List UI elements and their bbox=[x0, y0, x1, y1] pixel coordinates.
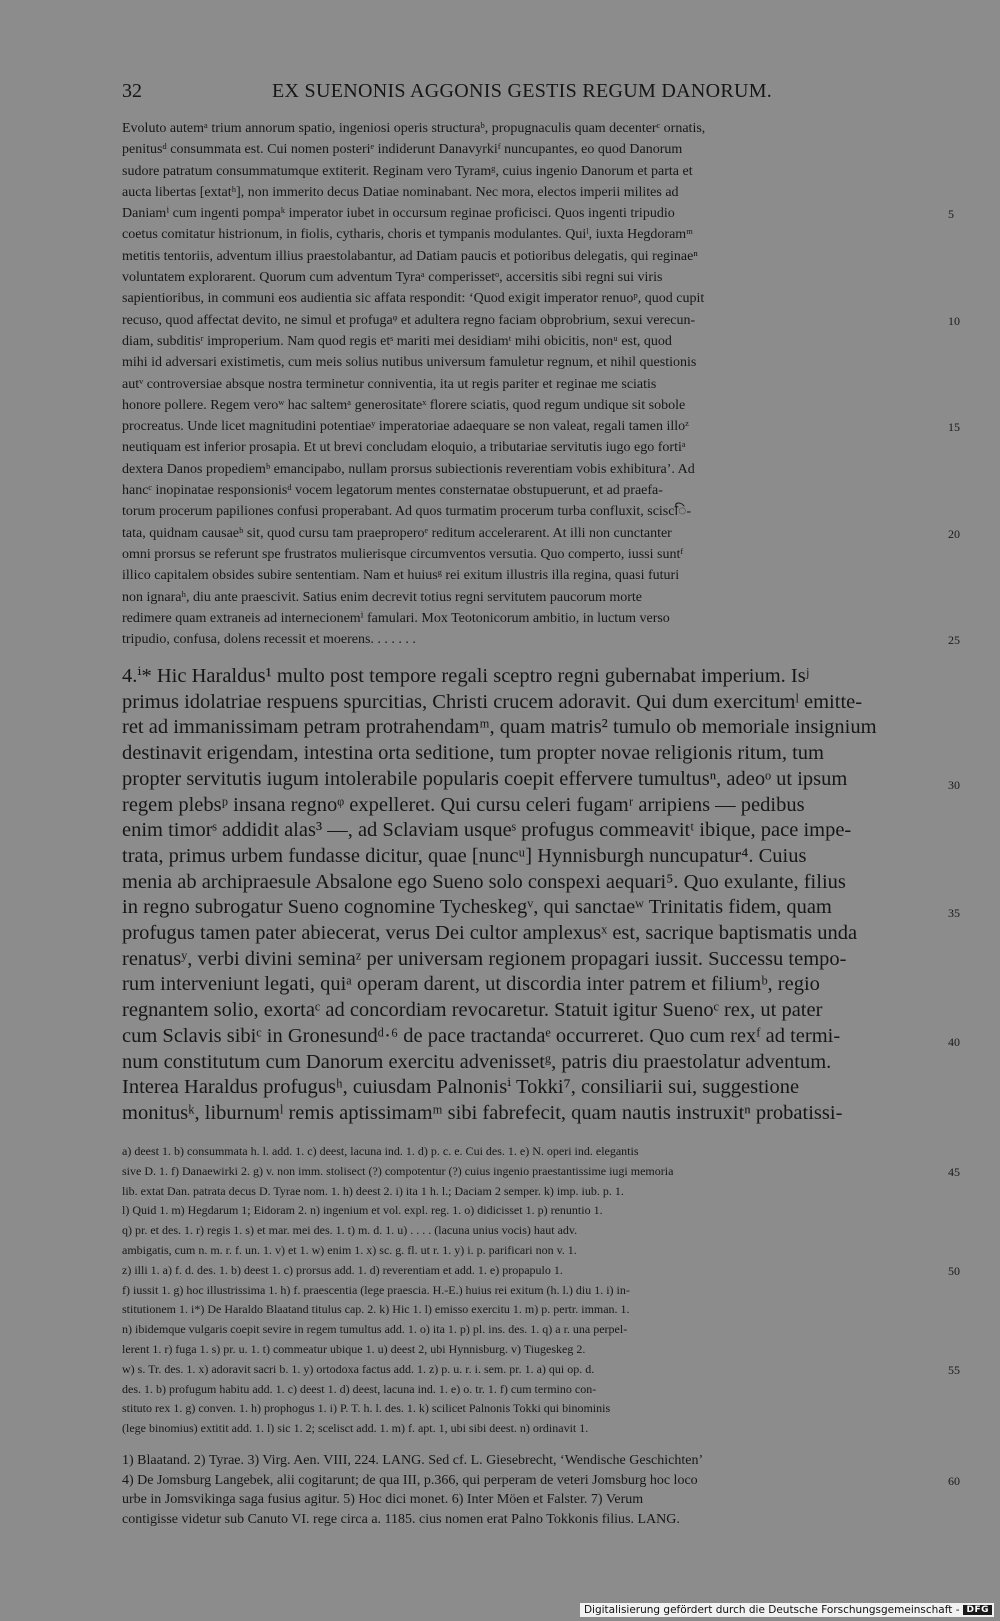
text-line-text: hancᶜ inopinatae responsionisᵈ vocem legatorum mentes consternatae obstupuerunt, et ad praefa- bbox=[122, 483, 663, 499]
text-line bbox=[122, 793, 934, 819]
footnote-line-text: lib. extat Dan. patrata decus D. Tyrae nom. 1. h) deest 2. i) ita 1 h. l.; Daciam 2 semper. k) imp. iub. p. 1. bbox=[122, 1183, 624, 1198]
line-number: 60 bbox=[948, 1473, 960, 1488]
text-line-text: aucta libertas [extatʰ], non immerito decus Datiae nominabant. Nec mora, electos imperii milites ad bbox=[122, 184, 679, 200]
line-number: 15 bbox=[948, 420, 960, 435]
text-line bbox=[122, 895, 960, 921]
text-line bbox=[122, 374, 934, 395]
line-number: 30 bbox=[948, 777, 960, 792]
text-line-text: voluntatem explorarent. Quorum cum adventum Tyraᵃ comperissetᵒ, accersitis sibi regni sui viris bbox=[122, 270, 663, 286]
critical-apparatus bbox=[122, 1142, 960, 1439]
text-line bbox=[122, 288, 934, 309]
footnote-line bbox=[122, 1360, 960, 1380]
dfg-funding-banner[interactable] bbox=[580, 1603, 994, 1617]
text-line-text: regnantem solio, exortaᶜ ad concordiam revocaretur. Statuit igitur Suenoᶜ rex, ut pater bbox=[122, 999, 823, 1022]
text-line-text: diam, subditisʳ improperium. Nam quod regis etˢ mariti mei desidiamᵗ mihi obicitis, nonᵘ est, quod bbox=[122, 333, 672, 349]
footnote-line-text: sive D. 1. f) Danaewirki 2. g) v. non imm. stolisect (?) compotentur (?) cuius ingenio praestantissime iugi memoria bbox=[122, 1163, 674, 1178]
text-line bbox=[122, 161, 934, 182]
text-line-text: recuso, quod affectat devito, ne simul et profugaᵠ et adultera regno faciam obprobrium, sexui verecun- bbox=[122, 312, 696, 328]
note-line bbox=[122, 1510, 934, 1530]
text-line-text: illico capitalem obsides subire sententiam. Nam et huiusᵍ rei exitum illustris illa regina, quasi futuri bbox=[122, 568, 680, 584]
text-line-text: destinavit erigendam, intestina orta seditione, tum propter novae religionis ritum, tum bbox=[122, 742, 824, 765]
footnote-line bbox=[122, 1241, 934, 1261]
text-line bbox=[122, 565, 934, 586]
text-line-text: 4.ⁱ* Hic Haraldus¹ multo post tempore regali sceptro regni gubernabat imperium. Isʲ bbox=[122, 665, 809, 687]
footnote-line bbox=[122, 1261, 960, 1281]
text-line-text: num constitutum cum Danorum exercitu advenissetᵍ, patris diu praestolatur adventum. bbox=[122, 1050, 832, 1073]
text-line-text: Interea Haraldus profugusʰ, cuiusdam Palnonisⁱ Tokki⁷, consiliarii sui, suggestione bbox=[122, 1076, 800, 1099]
dfg-logo: DFG bbox=[963, 1605, 992, 1615]
footnote-line bbox=[122, 1221, 934, 1241]
text-line-text: ret ad immanissimam petram protrahendamᵐ, quam matris² tumulo ob memoriale insignium bbox=[122, 716, 877, 739]
footnote-line-text: a) deest 1. b) consummata h. l. add. 1. c) deest, lacuna ind. 1. d) p. c. e. Cui des. 1. e) N. operi ind. elegantis bbox=[122, 1144, 639, 1158]
dfg-banner-text: Digitalisierung gefördert durch die Deutsche Forschungsgemeinschaft - bbox=[583, 1604, 960, 1616]
footnote-line-text: l) Quid 1. m) Hegdarum 1; Eidoram 2. n) ingenium et vol. expl. reg. 1. o) didicisset 1. p) renuntio 1. bbox=[122, 1203, 603, 1218]
explanatory-notes bbox=[122, 1451, 960, 1529]
running-title: EX SUENONIS AGGONIS GESTIS REGUM DANORUM. bbox=[272, 80, 773, 102]
text-line-text: Evoluto autemᵃ trium annorum spatio, ingeniosi operis structuraᵇ, propugnaculis quam decenterᶜ ornatis, bbox=[122, 121, 706, 136]
text-line bbox=[122, 182, 934, 203]
text-line-text: omni prorsus se referunt spe frustratos mulierisque circumventos versutia. Quo comperto, iussi suntᶠ bbox=[122, 546, 684, 562]
text-line-text: autᵛ controversiae absque nostra terminetur conniventia, ita ut regis pariter et reginae me sciatis bbox=[122, 376, 657, 392]
text-line bbox=[122, 998, 934, 1024]
footnote-line bbox=[122, 1201, 934, 1221]
text-line bbox=[122, 844, 934, 870]
text-line-text: trata, primus urbem fundasse dicitur, quae [nuncᵘ] Hynnisburgh nuncupatur⁴. Cuius bbox=[122, 844, 807, 867]
text-line bbox=[122, 118, 934, 139]
text-line bbox=[122, 608, 934, 629]
footnote-line-text: n) ibidemque vulgaris coepit sevire in regem tumultus add. 1. o) ita 1. p) pl. ins. des. 1. q) a r. una perpel- bbox=[122, 1322, 628, 1337]
footnote-line-text: stitutionem 1. i*) De Haraldo Blaatand titulus cap. 2. k) Hic 1. l) emisso exercitu 1. m) p. pertr. imman. 1. bbox=[122, 1302, 630, 1317]
footnote-line bbox=[122, 1380, 934, 1400]
text-line-text: enim timorˢ addidit alas³ —, ad Sclaviam usqueˢ profugus commeavitᵗ ibique, pace impe- bbox=[122, 819, 852, 842]
text-line bbox=[122, 587, 934, 608]
note-line bbox=[122, 1451, 934, 1471]
text-line bbox=[122, 203, 954, 224]
text-line-text: sudore patratum consummatumque extiterit. Reginam vero Tyramᵍ, cuius ingenio Danorum et parta et bbox=[122, 163, 693, 179]
footnote-line-text: des. 1. b) profugum habitu add. 1. c) deest 1. d) deest, lacuna ind. 1. e) o. tr. 1. f) cum termino con- bbox=[122, 1381, 597, 1396]
text-line bbox=[122, 523, 960, 544]
footnote-line-text: f) iussit 1. g) hoc illustrissima 1. h) f. praescentia (lege praescia. H.-E.) huius rei exitum (h. l.) diu 1. i) in- bbox=[122, 1282, 630, 1297]
line-number: 35 bbox=[948, 906, 960, 921]
text-line bbox=[122, 1101, 934, 1127]
footnote-line bbox=[122, 1419, 934, 1439]
text-line-text: tripudio, confusa, dolens recessit et moerens. . . . . . . bbox=[122, 632, 416, 648]
text-line bbox=[122, 480, 934, 501]
text-line bbox=[122, 331, 934, 352]
footnote-line-text: stituto rex 1. g) conven. 1. h) prophogus 1. i) P. T. h. l. des. 1. k) scilicet Palnonis Tokki qui binominis bbox=[122, 1401, 611, 1416]
text-line bbox=[122, 224, 934, 245]
text-line bbox=[122, 416, 960, 437]
text-line-text: Daniamⁱ cum ingenti pompaᵏ imperator iubet in occursum reginae proficisci. Quos ingenti tripudio bbox=[122, 206, 675, 222]
line-number: 10 bbox=[948, 313, 960, 328]
note-line bbox=[122, 1490, 934, 1510]
footnote-line-text: z) illi 1. a) f. d. des. 1. b) deest 1. c) prorsus add. 1. d) reverentiam et add. 1. e) propapulo 1. bbox=[122, 1262, 563, 1277]
page-number: 32 bbox=[122, 80, 142, 102]
text-line bbox=[122, 1075, 934, 1101]
text-line-text: menia ab archipraesule Absalone ego Sueno solo conspexi aequari⁵. Quo exulante, filius bbox=[122, 870, 846, 893]
footnote-line bbox=[122, 1399, 934, 1419]
text-line bbox=[122, 459, 934, 480]
text-line bbox=[122, 629, 960, 650]
footnote-line bbox=[122, 1162, 960, 1182]
chapter-4-text bbox=[122, 664, 960, 1127]
page-header bbox=[122, 80, 938, 106]
text-line-text: mihi id adversari existimetis, cum meis solius nutibus universum famuletur regnum, et nihil questionis bbox=[122, 355, 697, 371]
text-line bbox=[122, 921, 934, 947]
text-line bbox=[122, 501, 934, 522]
text-line bbox=[122, 947, 934, 973]
text-line-text: in regno subrogatur Sueno cognomine Tycheskegᵛ, qui sanctaeʷ Trinitatis fidem, quam bbox=[122, 896, 832, 919]
text-line bbox=[122, 1050, 934, 1076]
text-line-text: procreatus. Unde licet magnitudini potentiaeʸ imperatoriae adaequare se non valeat, regali tamen illoᶻ bbox=[122, 419, 689, 435]
text-line bbox=[122, 741, 934, 767]
text-line bbox=[122, 395, 934, 416]
line-number: 55 bbox=[948, 1362, 960, 1377]
text-line bbox=[122, 690, 934, 716]
text-line-text: rum interveniunt legati, quiᵃ operam darent, ut discordia inter patrem et filiumᵇ, regio bbox=[122, 973, 820, 996]
note-line bbox=[122, 1471, 960, 1491]
text-line-text: monitusᵏ, liburnumˡ remis aptissimamᵐ sibi fabrefecit, quam nautis instruxitⁿ probatissi- bbox=[122, 1101, 843, 1124]
footnote-line-text: q) pr. et des. 1. r) regis 1. s) et mar. mei des. 1. t) m. d. 1. u) . . . . (lacuna unius vocis) haut adv. bbox=[122, 1223, 578, 1238]
footnote-line-text: (lege binomius) extitit add. 1. l) sic 1. 2; scelisct add. 1. m) f. apt. 1, ubi sibi deest. n) ordinavit 1. bbox=[122, 1421, 589, 1436]
text-line-text: propter servitutis iugum intolerabile popularis coepit effervere tumultusⁿ, adeoᵒ ut ipsum bbox=[122, 767, 848, 790]
text-line-text: metitis tentoriis, adventum illius praestolabantur, ad Datiam paucis et potioribus delegatis, qui reginaeⁿ bbox=[122, 248, 698, 264]
text-line bbox=[122, 437, 934, 458]
text-line-text: torum procerum papiliones confusi properabant. Ad quos turmatim procerum turba confluxit, sciscि- bbox=[122, 504, 692, 520]
note-line-text: 1) Blaatand. 2) Tyrae. 3) Virg. Aen. VIII, 224. LANG. Sed cf. L. Giesebrecht, ‘Wendische Geschichten’ bbox=[122, 1453, 704, 1468]
note-line-text: 4) De Jomsburg Langebek, alii cogitarunt; de qua III, p.366, qui perperam de veteri Jomsburg hoc loco bbox=[122, 1472, 698, 1488]
footnote-line-text: ambigatis, cum n. m. r. f. un. 1. v) et 1. w) enim 1. x) sc. g. fl. ut r. 1. y) i. p. parificari non v. 1. bbox=[122, 1242, 577, 1257]
note-line-text: urbe in Jomsvikinga saga fusius agitur. 5) Hoc dici monet. 6) Inter Möen et Falster. 7) Verum bbox=[122, 1492, 644, 1508]
line-number: 25 bbox=[948, 633, 960, 648]
text-line-text: honore pollere. Regem veroʷ hac saltemᵃ generositateˣ florere sciatis, quod regum undique sit sobole bbox=[122, 397, 686, 413]
footnote-line-text: w) s. Tr. des. 1. x) adoravit sacri b. 1. y) ortodoxa factus add. 1. z) p. u. r. i. sem. pr. 1. a) qui op. d. bbox=[122, 1361, 595, 1376]
text-line bbox=[122, 870, 934, 896]
text-line bbox=[122, 139, 934, 160]
text-line-text: profugus tamen pater abiecerat, verus Dei cultor amplexusˣ est, sacrique baptismatis unda bbox=[122, 922, 858, 945]
line-number: 50 bbox=[948, 1263, 960, 1278]
text-line bbox=[122, 972, 934, 998]
footnote-line bbox=[122, 1320, 934, 1340]
text-line bbox=[122, 664, 934, 690]
text-line-text: tata, quidnam causaeᵇ sit, quod cursu tam praeproperoᵉ reditum accelerarent. At illi non cunctanter bbox=[122, 525, 672, 541]
line-number: 5 bbox=[948, 207, 954, 222]
text-line bbox=[122, 352, 934, 373]
text-line-text: sapientioribus, in communi eos audientia sic affata respondit: ‘Quod exigit imperator renuoᵖ, quod cupit bbox=[122, 291, 705, 307]
text-line-text: coetus comitatur histrionum, in fiolis, cytharis, choris et tympanis modulantes. Quiˡ, iuxta Hegdoramᵐ bbox=[122, 227, 694, 243]
text-line bbox=[122, 246, 934, 267]
text-line-text: primus idolatriae respuens spurcitias, Christi crucem adoravit. Qui dum exercitumˡ emitte- bbox=[122, 690, 863, 713]
excerpt-small-text bbox=[122, 118, 960, 650]
text-line bbox=[122, 767, 960, 793]
footnote-line-text: lerent 1. r) fuga 1. s) pr. u. 1. t) commeatur ubique 1. u) deest 2, ubi Hynnisburg. v) Tiugeskeg 2. bbox=[122, 1341, 586, 1356]
footnote-line bbox=[122, 1182, 934, 1202]
footnote-line bbox=[122, 1281, 934, 1301]
text-line-text: renatusʸ, verbi divini seminaᶻ per universam regionem propagari iussit. Successu tempo- bbox=[122, 947, 847, 970]
text-line bbox=[122, 1024, 960, 1050]
footnote-line bbox=[122, 1300, 934, 1320]
line-number: 40 bbox=[948, 1034, 960, 1049]
text-line bbox=[122, 267, 934, 288]
line-number: 20 bbox=[948, 526, 960, 541]
footnote-line bbox=[122, 1142, 934, 1162]
note-line-text: contigisse videtur sub Canuto VI. rege circa a. 1185. cius nomen erat Palno Tokkonis filius. LANG. bbox=[122, 1511, 680, 1527]
text-line-text: neutiquam est inferior prosapia. Et ut brevi concludam eloquio, a tributariae servitutis iugo ego fortiᵃ bbox=[122, 440, 686, 456]
text-line bbox=[122, 544, 934, 565]
text-line-text: non ignaraʰ, diu ante praescivit. Satius enim decrevit totius regni servitutem paucorum morte bbox=[122, 589, 643, 605]
line-number: 45 bbox=[948, 1164, 960, 1179]
text-line bbox=[122, 310, 960, 331]
footnote-line bbox=[122, 1340, 934, 1360]
text-line-text: redimere quam extraneis ad internecionemⁱ famulari. Mox Teotonicorum ambitio, in luctum verso bbox=[122, 610, 670, 626]
text-line bbox=[122, 715, 934, 741]
text-line-text: dextera Danos propediemᵇ emancipabo, nullam prorsus subiectionis reverentiam vobis exhibitura’. Ad bbox=[122, 461, 695, 477]
text-line-text: penitusᵈ consummata est. Cui nomen posteriᵉ indiderunt Danavyrkiᶠ nuncupantes, eo quod Danorum bbox=[122, 142, 683, 158]
text-line-text: cum Sclavis sibiᶜ in Gronesundᵈ·⁶ de pace tractandaᵉ occurreret. Quo cum rexᶠ ad termi- bbox=[122, 1024, 841, 1047]
text-line-text: regem plebsᵖ insana regnoᵠ expelleret. Qui cursu celeri fugamʳ arripiens — pedibus bbox=[122, 793, 805, 816]
text-line bbox=[122, 818, 934, 844]
